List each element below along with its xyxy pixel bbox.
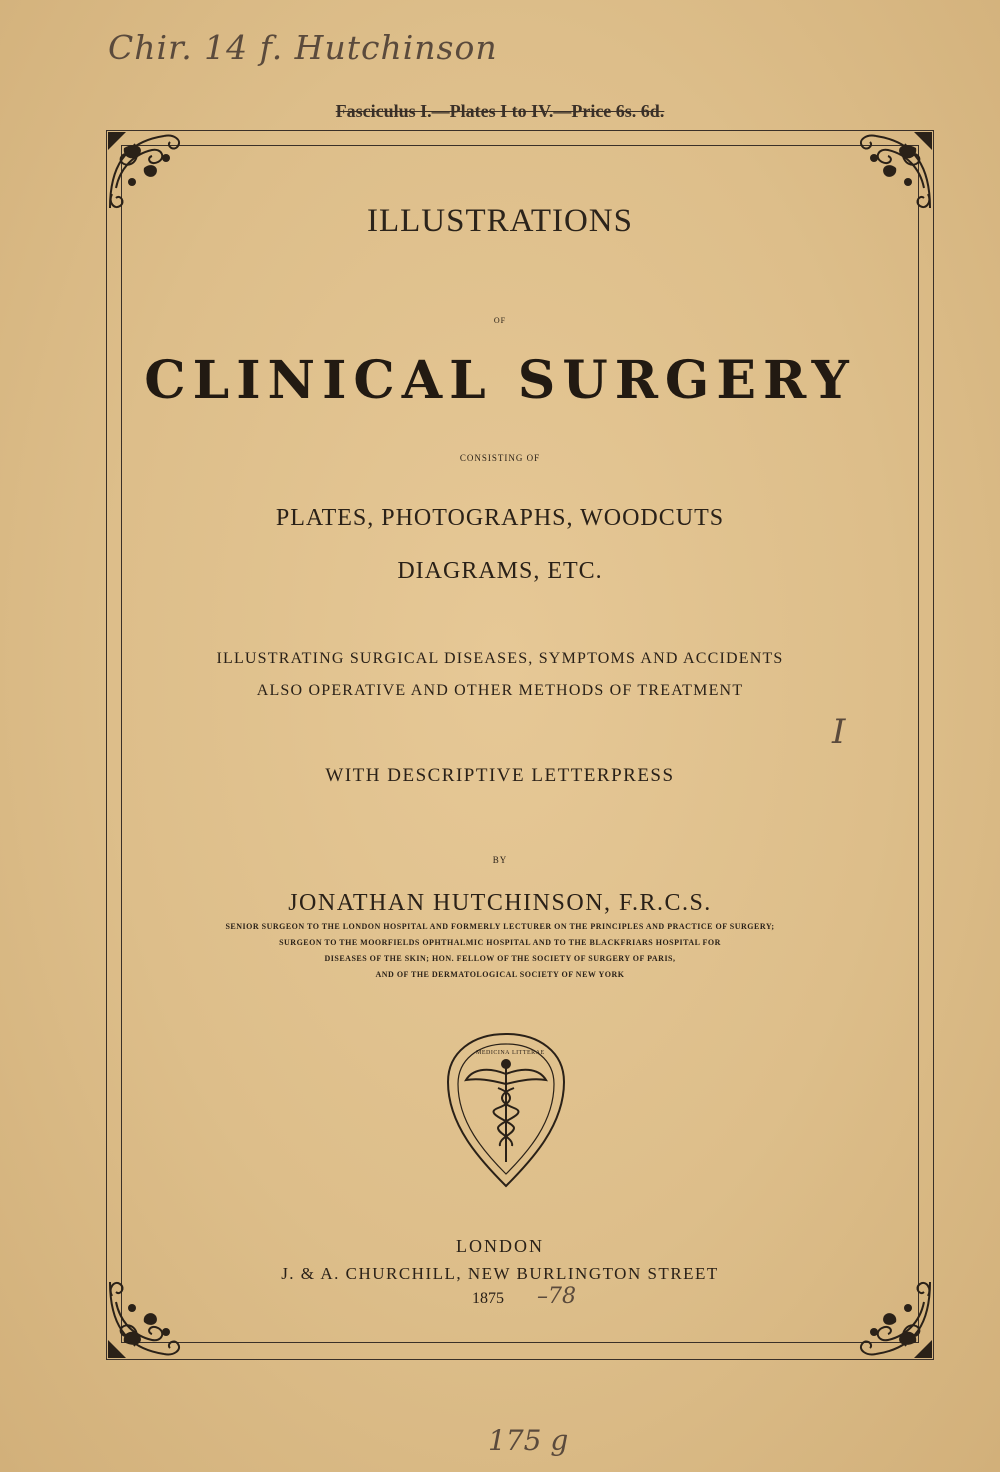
fasciculus-text: Fasciculus I.—Plates I to IV.—Price 6s. 6d. [335, 101, 665, 121]
by-label: BY [492, 855, 508, 865]
corner-ornament-icon [850, 1276, 936, 1362]
emblem-motto-left: MEDICINA [476, 1050, 510, 1056]
letterpress-line: WITH DESCRIPTIVE LETTERPRESS [325, 765, 675, 786]
subtitle-plates: PLATES, PHOTOGRAPHS, WOODCUTS [275, 505, 725, 531]
imprint-publisher: J. & A. CHURCHILL, NEW BURLINGTON STREET [281, 1264, 719, 1283]
caduceus-emblem [444, 1030, 568, 1190]
imprint-city: LONDON [456, 1236, 544, 1256]
title-illustrations: ILLUSTRATIONS [367, 203, 633, 239]
author-credential-line: DISEASES OF THE SKIN; HON. FELLOW OF THE SOCIETY OF SURGERY OF PARIS, [324, 954, 676, 963]
author-name: JONATHAN HUTCHINSON, F.R.C.S. [288, 890, 712, 916]
subtitle-diagrams: DIAGRAMS, ETC. [397, 558, 603, 584]
title-of: OF [493, 316, 507, 325]
corner-ornament-icon [104, 1276, 190, 1362]
fasciculus-line [0, 101, 1000, 122]
title-clinical-surgery: CLINICAL SURGERY [144, 350, 856, 411]
author-credential-line: AND OF THE DERMATOLOGICAL SOCIETY OF NEW YORK [375, 970, 625, 979]
handwritten-bottom-mark: 175 g [488, 1424, 569, 1457]
handwritten-shelfmark: Chir. 14 f. Hutchinson [108, 28, 498, 67]
caduceus-icon [466, 1060, 546, 1162]
imprint-year: 1875 [472, 1290, 504, 1307]
author-credential-line: SENIOR SURGEON TO THE LONDON HOSPITAL AND FORMERLY LECTURER ON THE PRINCIPLES AND PRACTICE OF SURGERY; [225, 922, 775, 931]
description-line-1: ILLUSTRATING SURGICAL DISEASES, SYMPTOMS AND ACCIDENTS [216, 650, 784, 667]
handwritten-year-addition: –78 [537, 1284, 576, 1309]
emblem-motto-right: LITTERAE [512, 1050, 545, 1056]
handwritten-year-digits: 78 [548, 1284, 576, 1309]
corner-ornament-icon [104, 128, 190, 214]
description-line-2: ALSO OPERATIVE AND OTHER METHODS OF TREATMENT [256, 682, 744, 699]
corner-ornament-icon [850, 128, 936, 214]
author-credential-line: SURGEON TO THE MOORFIELDS OPHTHALMIC HOSPITAL AND TO THE BLACKFRIARS HOSPITAL FOR [279, 938, 721, 947]
consisting-of: CONSISTING OF [459, 453, 541, 463]
handwritten-volume-mark: I [832, 712, 846, 752]
